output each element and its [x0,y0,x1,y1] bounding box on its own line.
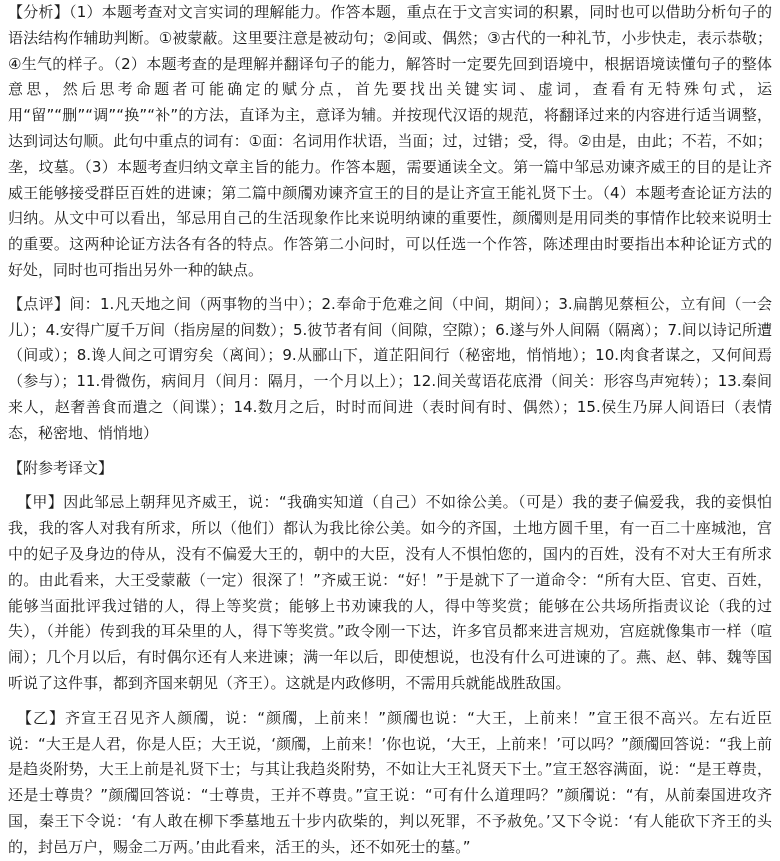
analysis-paragraph: 【分析】（1）本题考查对文言实词的理解能力。作答本题，重点在于文言实词的积累，同时也可以借助分析句子的语法结构作辅助判断。①被蒙蔽。这里要注意是被动句；②间或、偶然；③古代的一种礼节，小步快走，表示恭敬；④生气的样子。（2）本题考查的是理解并翻译句子的能力，解答时一定要先回到语境中，根据语境读懂句子的整体意思，然后思考命题者可能确定的赋分点，首先要找出关键实词、虚词，查看有无特殊句式，运用“留”“删”“调”“换”“补”的方法，直译为主，意译为辅。并按现代汉语的规范，将翻译过来的内容进行适当调整，达到词达句顺。此句中重点的词有：①面：名词用作状语，当面；过，过错；受，得。②由是，由此；不若，不如；垄，坟墓。（3）本题考查归纳文章主旨的能力。作答本题，需要通读全文。第一篇中邹忌劝谏齐威王的目的是让齐威王能够接受群臣百姓的进谏；第二篇中颜斶劝谏齐宣王的目的是让齐宣王能礼贤下士。（4）本题考查论证方法的归纳。从文中可以看出，邹忌用自己的生活现象作比来说明纳谏的重要性，颜斶则是用同类的事情作比较来说明士的重要。这两种论证方法各有各的特点。作答第二小问时，可以任选一个作答，陈述理由时要指出本种论证方式的好处，同时也可指出另外一种的缺点。 [8,3,772,279]
translation-jia-paragraph: 【甲】因此邹忌上朝拜见齐威王，说：“我确实知道（自己）不如徐公美。（可是）我的妻子偏爱我，我的妾惧怕我，我的客人对我有所求，所以（他们）都认为我比徐公美。如今的齐国，土地方圆千里，有一百二十座城池，宫中的妃子及身边的侍从，没有不偏爱大王的，朝中的大臣，没有人不惧怕您的，国内的百姓，没有不对大王有所求的。由此看来，大王受蒙蔽（一定）很深了！”齐威王说：“好！”于是就下了一道命令：“所有大臣、官吏、百姓，能够当面批评我过错的人，得上等奖赏；能够上书劝谏我的人，得中等奖赏；能够在公共场所指责议论（我的过失），（并能）传到我的耳朵里的人，得下等奖赏。”政令刚一下达，许多官员都来进言规劝，宫庭就像集市一样（喧闹）；几个月以后，有时偶尔还有人来进谏；满一年以后，即使想说，也没有什么可进谏的了。燕、赵、韩、魏等国听说了这件事，都到齐国来朝见（齐王）。这就是内政修明，不需用兵就能战胜敌国。 [8,493,772,692]
translation-yi-paragraph: 【乙】齐宣王召见齐人颜斶，说：“颜斶，上前来！”颜斶也说：“大王，上前来！”宣王很不高兴。左右近臣说：“大王是人君，你是人臣；大王说，‘颜斶，上前来！’你也说，‘大王，上前来！’可以吗？”颜斶回答说：“我上前是趋炎附势，大王上前是礼贤下士；与其让我趋炎附势，不如让大王礼贤天下士。”宣王怒容满面，说：“是王尊贵，还是士尊贵？”颜斶回答说：“士尊贵，王并不尊贵。”宣王说：“可有什么道理吗？”颜斶说：“有，从前秦国进攻齐国，秦王下令说：‘有人敢在柳下季墓地五十步内砍柴的，判以死罪，不予赦免。’又下令说：‘有人能砍下齐王的头的，封邑万户，赐金二万两。’由此看来，活王的头，还不如死士的墓。” [8,708,772,856]
comment-paragraph: 【点评】间：1.凡天地之间（两事物的当中）；2.奉命于危难之间（中间，期间）；3.扁鹊见蔡桓公，立有间（一会儿）；4.安得广厦千万间（指房屋的间数）；5.彼节者有间（间隙，空隙）；6.遂与外人间隔（隔离）；7.间以诗记所遭（间或）；8.谗人间之可谓穷矣（离间）；9.从郦山下，道芷阳间行（秘密地，悄悄地）；10.肉食者谋之，又何间焉（参与）；11.骨微伤，病间月（间月：隔月，一个月以上）；12.间关莺语花底滑（间关：形容鸟声宛转）；13.秦间来人，赵奢善食而遣之（间谍）；14.数月之后，时时而间进（表时间有时、偶然）；15.侯生乃屏人间语曰（表情态，秘密地、悄悄地） [8,294,772,442]
translation-heading: 【附参考译文】 [8,458,114,477]
